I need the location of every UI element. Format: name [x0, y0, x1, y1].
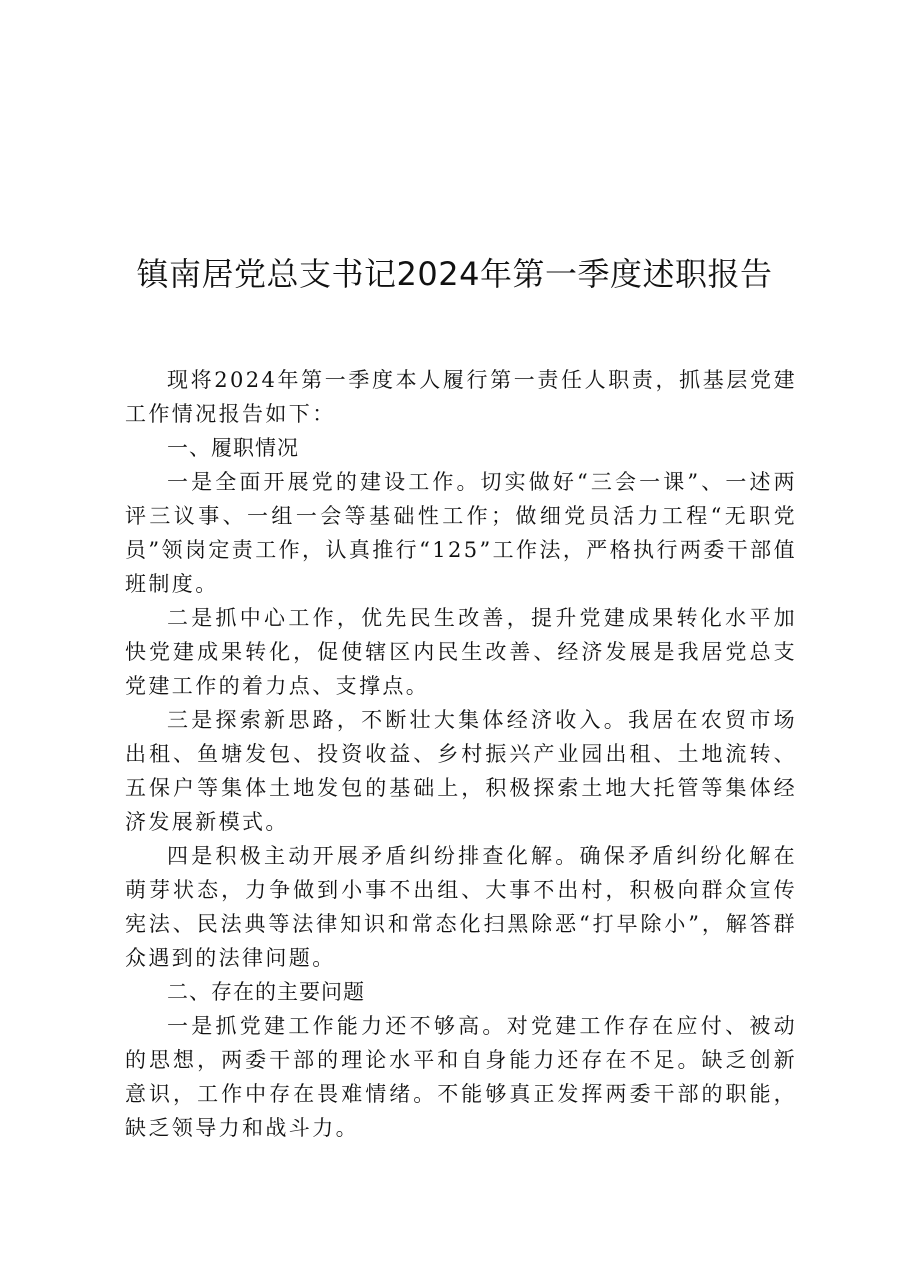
- paragraph-3: 三是探索新思路，不断壮大集体经济收入。我居在农贸市场出租、鱼塘发包、投资收益、乡村振兴产业园出租、土地流转、五保户等集体土地发包的基础上，积极探索土地大托管等集体经济发展新模式。: [125, 708, 797, 834]
- paragraph-1: 一是全面开展党的建设工作。切实做好“三会一课”、一述两评三议事、一组一会等基础性工作；做细党员活力工程“无职党员”领岗定责工作，认真推行“125”工作法，严格执行两委干部值班制度。: [125, 470, 797, 596]
- paragraph-5: 一是抓党建工作能力还不够高。对党建工作存在应付、被动的思想，两委干部的理论水平和自身能力还存在不足。缺乏创新意识，工作中存在畏难情绪。不能够真正发挥两委干部的职能，缺乏领导力和战斗力。: [125, 1014, 797, 1140]
- paragraph-2: 二是抓中心工作，优先民生改善，提升党建成果转化水平加快党建成果转化，促使辖区内民生改善、经济发展是我居党总支党建工作的着力点、支撑点。: [125, 606, 797, 698]
- document-title: 镇南居党总支书记2024年第一季度述职报告: [136, 255, 773, 293]
- section-heading-2: 二、存在的主要问题: [167, 980, 365, 1004]
- intro-paragraph: 现将2024年第一季度本人履行第一责任人职责，抓基层党建工作情况报告如下：: [125, 368, 797, 426]
- section-heading-1: 一、履职情况: [167, 436, 299, 460]
- paragraph-4: 四是积极主动开展矛盾纠纷排查化解。确保矛盾纠纷化解在萌芽状态，力争做到小事不出组、大事不出村，积极向群众宣传宪法、民法典等法律知识和常态化扫黑除恶“打早除小”，解答群众遇到的法律问题。: [125, 844, 797, 970]
- document-body: [125, 363, 797, 1145]
